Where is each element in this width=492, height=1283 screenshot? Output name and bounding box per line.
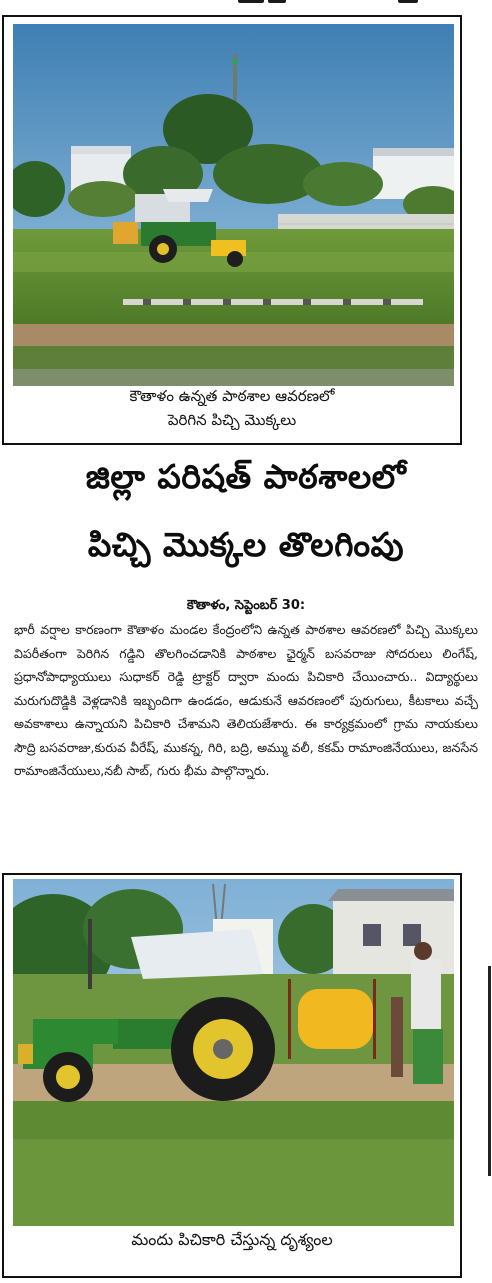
top-photo-caption-line2: పెరిగిన పిచ్చి మొక్కలు xyxy=(167,411,297,429)
article-body: భారీ వర్షాల కారణంగా కౌతాళం మండల కేంద్రంలోని ఉన్నత పాఠశాల ఆవరణలో పిచ్చి మొక్కలు విపరీతంగా పెరిగిన గడ్డిని తొలగించడానికి పాఠశాల ఛైర్మన్ బసవరాజు సోదరులు లింగేష్, ప్రధానోపాధ్యాయులు సుధాకర్ రెడ్డి ట్రాక్టర్ ద్వారా మందు పిచికారి చేయించారు.. విద్యార్థులు మరుగుదొడ్డికి వెళ్లడానికి ఇబ్బందిగా ఉండడం, ఆడుకునే ఆవరణంలో పురుగులు, కీటకాలు వచ్చే అవకాశాలు ఉన్నాయని పిచికారి చేశామని తెలియజేశారు. ఈ కార్యక్రమంలో గ్రామ నాయకులు సౌద్రి బసవరాజు,కురువ వీరేష్, ముకన్న, గిరి, బద్రి, అమ్ము వలీ, కకమ్ రామాంజినేయులు, జనసేన రామాంజినేయులు,నబీ సాబ్, గురు భీమ పాల్గొన్నారు. xyxy=(14,622,478,778)
tractor-in-weeds-photo xyxy=(13,24,454,386)
bottom-photo-caption: మందు పిచికారి చేస్తున్న దృశ్యంల xyxy=(131,1230,333,1249)
dateline: కౌతాళం, సెప్టెంబర్ 30: xyxy=(186,598,306,613)
cropped-text-fragment xyxy=(0,0,492,12)
headline-line1: జిల్లా పరిషత్ పాఠశాలలో xyxy=(85,457,407,496)
bottom-photo-frame xyxy=(2,873,462,1278)
top-photo-frame xyxy=(2,15,462,445)
headline-line2: పిచ్చి మొక్కల తొలగింపు xyxy=(87,525,405,564)
page-edge-divider xyxy=(488,966,491,1176)
top-photo-caption-line1: కౌతాళం ఉన్నత పాఠశాల ఆవరణలో xyxy=(129,387,335,405)
tractor-spraying-photo xyxy=(13,879,454,1226)
